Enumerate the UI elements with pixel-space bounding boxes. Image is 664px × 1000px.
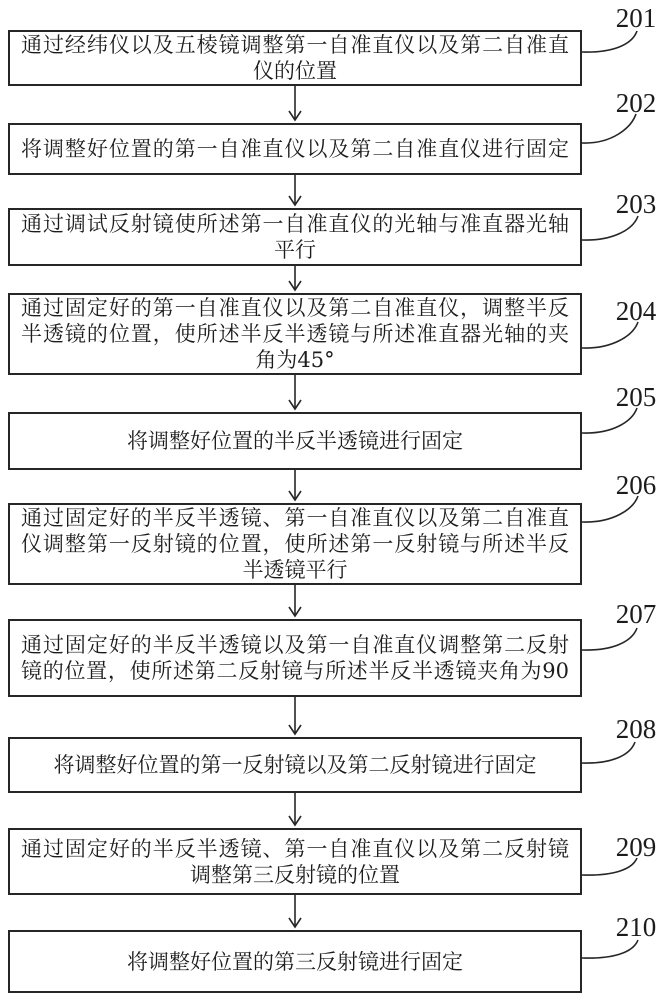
ref-hook-207 [582,628,637,650]
step-ref-206: 206 [615,470,657,500]
step-text: 通过调试反射镜使所述第一自准直仪的光轴与准直器光轴 [21,212,569,236]
step-text: 将调整好位置的第一自准直仪以及第二自准直仪进行固定 [21,137,569,161]
step-text: 通过固定好的半反半透镜以及第一自准直仪调整第二反射 [21,633,569,657]
flow-arrow [289,585,301,616]
step-text: 镜的位置，使所述第二反射镜与所述半反半透镜夹角为90 [21,659,569,683]
ref-hook-202 [582,114,636,143]
step-ref-202: 202 [615,88,657,118]
step-text: 通过固定好的第一自准直仪以及第二自准直仪，调整半反 [21,296,569,320]
step-text: 角为45° [255,348,335,372]
step-text: 仪的位置 [253,59,337,83]
flow-arrow [289,266,301,290]
step-box-207 [8,619,582,697]
step-ref-205: 205 [615,382,657,412]
step-ref-210: 210 [615,912,657,942]
ref-hook-203 [582,216,638,240]
flow-arrow [289,470,301,500]
flow-arrow [289,86,301,120]
flow-arrow [289,175,301,205]
step-text: 通过经纬仪以及五棱镜调整第一自准直仪以及第二自准直 [21,33,569,57]
step-text: 通过固定好的半反半透镜、第一自准直仪以及第二自准直 [21,506,569,530]
flow-arrow [289,375,301,409]
step-text: 将调整好位置的第三反射镜进行固定 [127,949,463,974]
ref-hook-210 [582,940,638,958]
step-box-203 [8,208,582,266]
step-text: 半透镜平行 [242,558,348,582]
step-box-204 [8,293,582,375]
ref-hook-201 [582,31,637,52]
step-ref-209: 209 [615,832,657,862]
step-box-205 [8,412,582,470]
step-ref-207: 207 [615,599,657,629]
step-box-208 [8,737,582,793]
step-text: 将调整好位置的半反半透镜进行固定 [127,429,463,453]
step-ref-201: 201 [615,3,657,33]
step-text: 仪调整第一反射镜的位置，使所述第一反射镜与所述半反 [21,532,569,556]
step-ref-208: 208 [615,714,657,744]
step-box-202 [8,123,582,175]
step-box-201 [8,30,582,86]
step-ref-204: 204 [615,296,657,326]
step-box-209 [8,828,582,895]
ref-hook-208 [582,742,635,763]
flow-arrow [289,895,301,927]
step-ref-203: 203 [615,189,657,219]
step-text: 半透镜的位置，使所述半反半透镜与所述准直器光轴的夹 [21,322,569,346]
step-text: 调整第三反射镜的位置 [190,862,400,887]
step-box-206 [8,503,582,585]
flow-arrow [289,697,301,734]
step-text: 将调整好位置的第一反射镜以及第二反射镜进行固定 [53,753,537,777]
step-box-210 [8,930,582,993]
step-text: 平行 [274,238,316,262]
step-text: 通过固定好的半反半透镜、第一自准直仪以及第二反射镜 [21,836,569,861]
flow-arrow [289,793,301,825]
